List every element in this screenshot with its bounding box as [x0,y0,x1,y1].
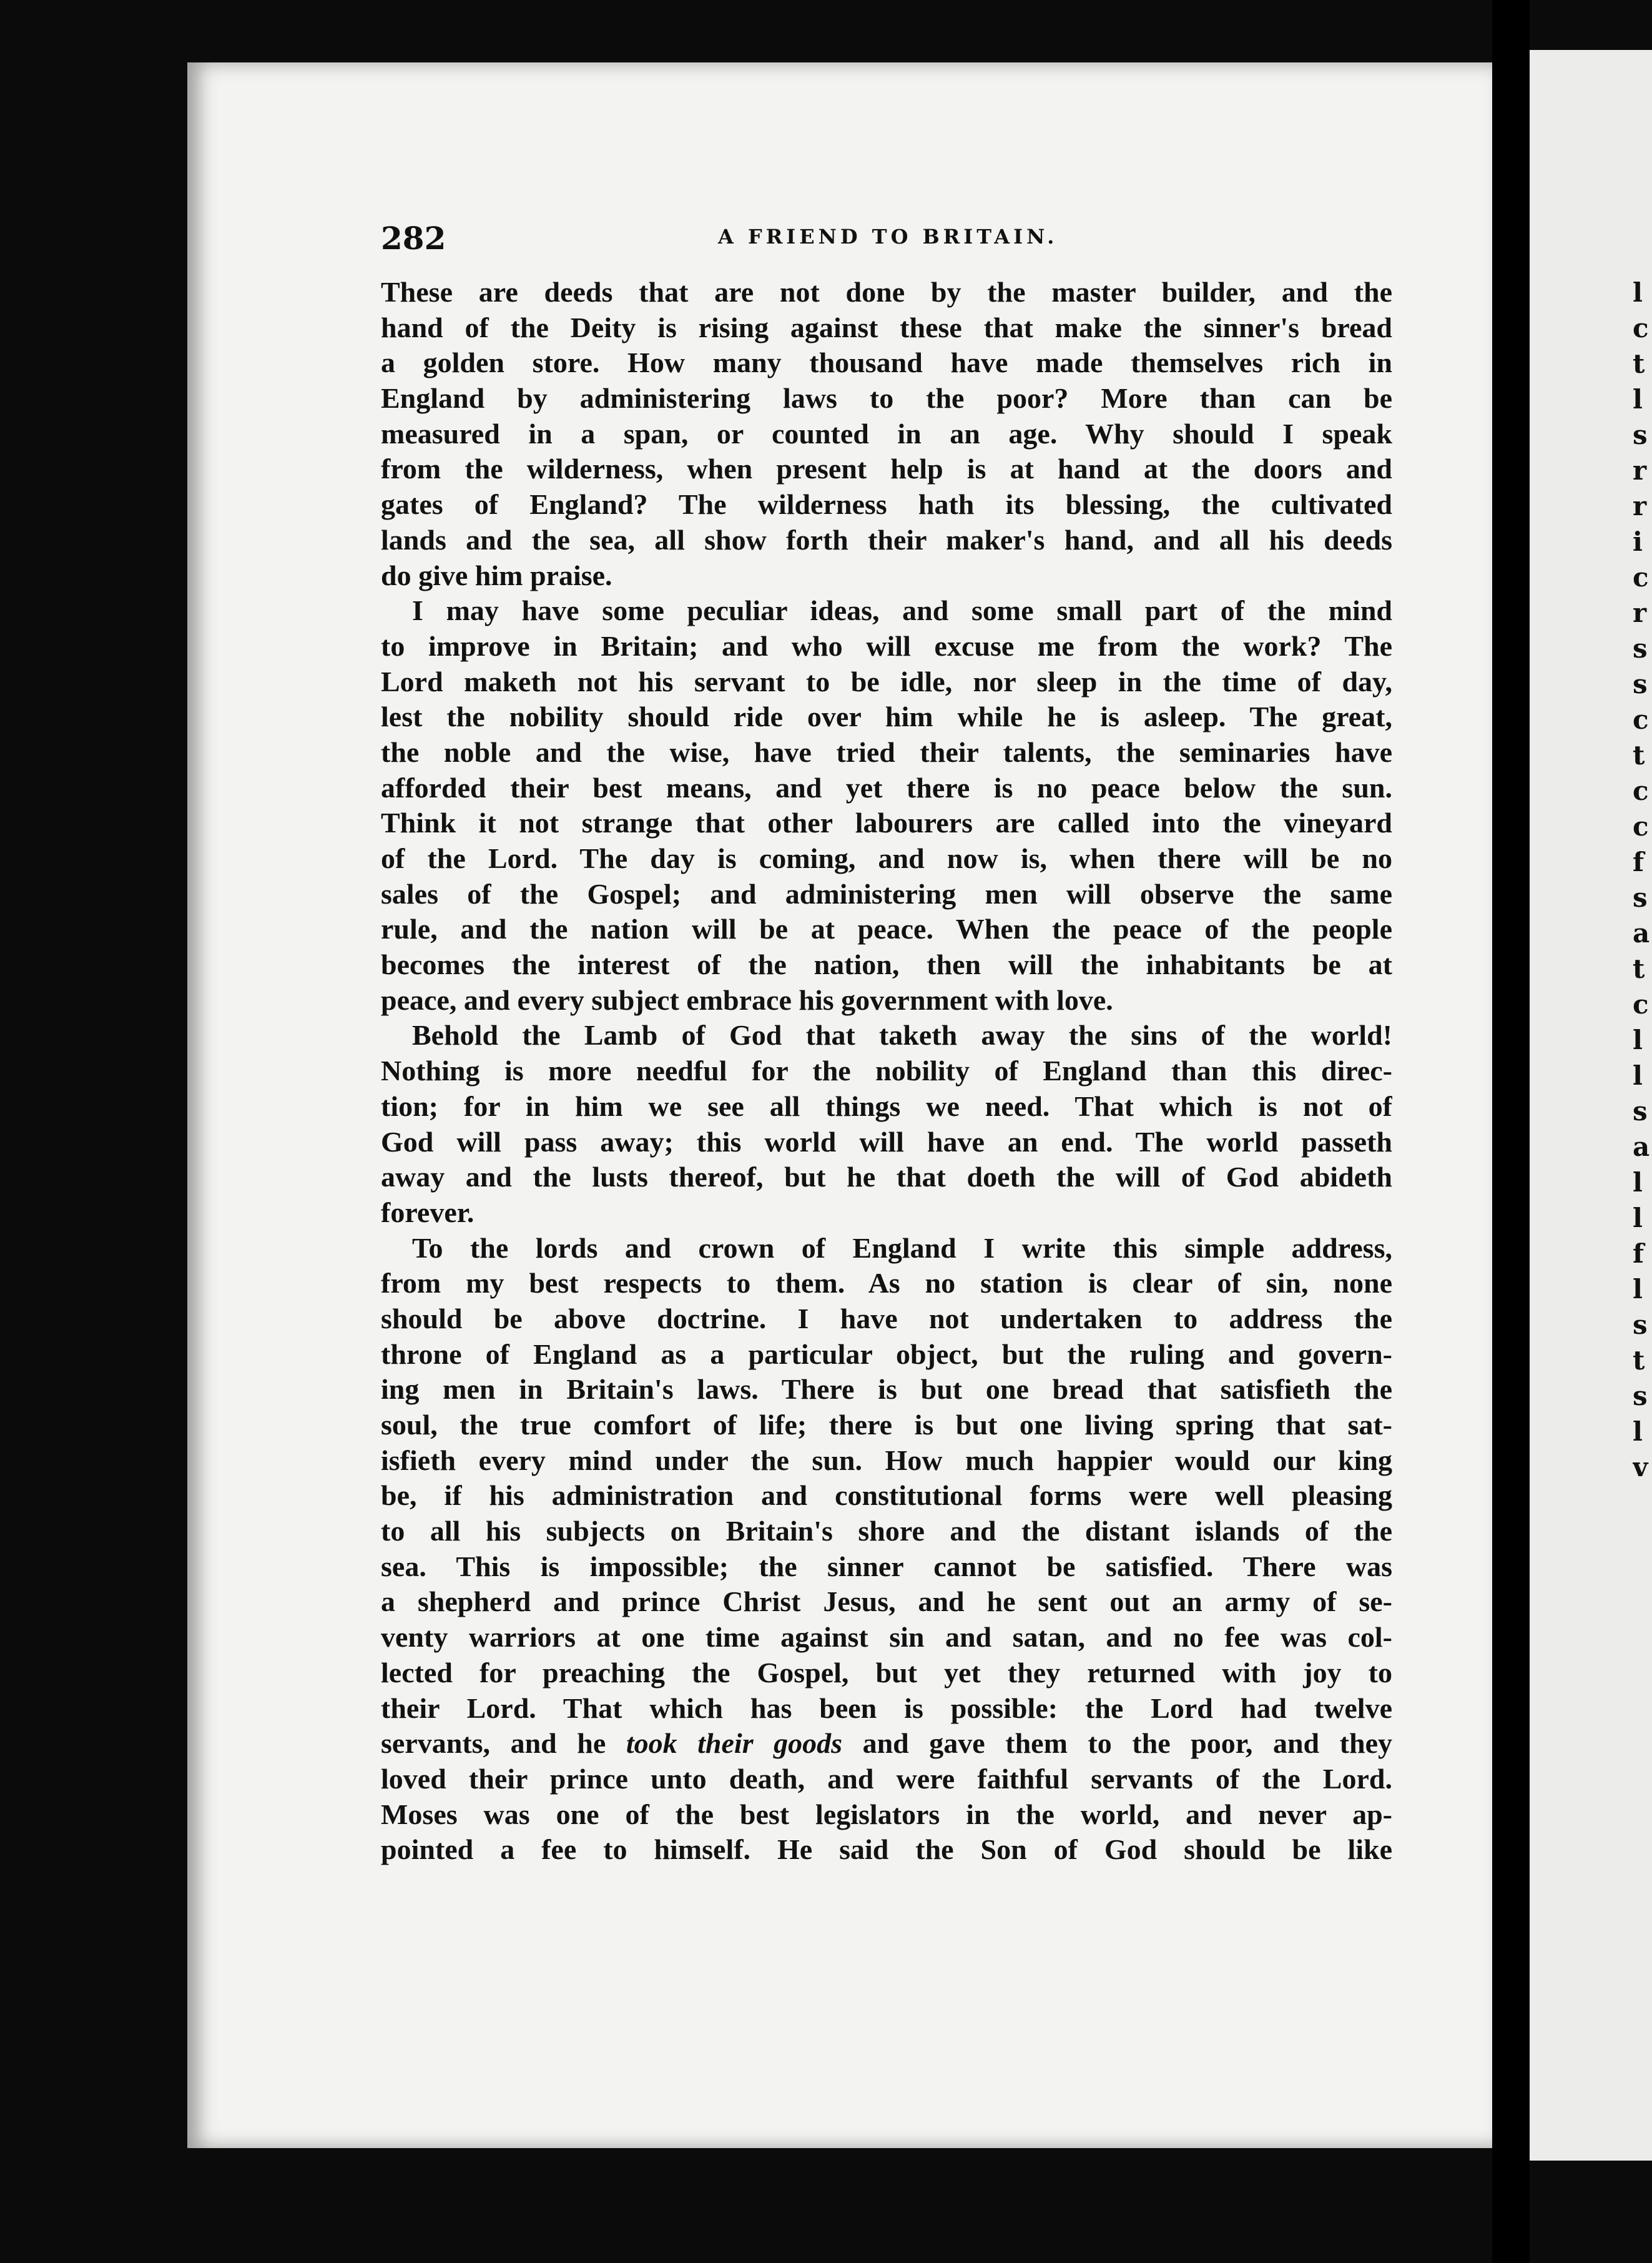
facing-page-letter: s [1633,1096,1648,1127]
text-line: sea. This is impossible; the sinner cannot be satisfied. There was [381,1550,1392,1582]
text-line: rule, and the nation will be at peace. When the peace of the people [381,913,1392,945]
text-line: soul, the true comfort of life; there is but one living spring that sat- [381,1409,1392,1441]
facing-page-letter: t [1633,954,1645,984]
text-line: lected for preaching the Gospel, but yet they returned with joy to [381,1656,1392,1689]
text-line: peace, and every subject embrace his government with love. [381,984,1113,1016]
facing-page-letter: l [1633,1274,1643,1304]
facing-page-letter: l [1633,1060,1643,1091]
text-line: measured in a span, or counted in an age. Why should I speak [381,417,1392,450]
facing-page-letter: a [1633,918,1650,949]
facing-page-letter: t [1633,740,1645,771]
facing-page-letter: l [1633,1167,1643,1198]
text-line: venty warriors at one time against sin and satan, and no fee was col- [381,1621,1392,1654]
text-line: pointed a fee to himself. He said the Son of God should be like [381,1833,1392,1866]
text-line: Think it not strange that other labourers are called into the vineyard [381,807,1392,839]
text-line: lest the nobility should ride over him while he is asleep. The great, [381,701,1392,733]
facing-page-letter: r [1633,491,1647,521]
facing-page-letter: s [1633,420,1648,450]
text-line: God will pass away; this world will have an end. The world passeth [381,1125,1392,1158]
text-line [381,1726,1392,1762]
text-line: from my best respects to them. As no station is clear of sin, none [381,1267,1392,1299]
text-line: I may have some peculiar ideas, and some small part of the mind [412,594,1392,627]
text-line: a golden store. How many thousand have made themselves rich in [381,347,1392,379]
facing-page-letter: f [1633,1238,1645,1269]
text-line: lands and the sea, all show forth their maker's hand, and all his deeds [381,523,1392,556]
text-line: to all his subjects on Britain's shore and the distant islands of the [381,1515,1392,1547]
facing-page-letter: l [1633,277,1643,308]
running-head: A FRIEND TO BRITAIN. [718,225,1058,249]
text-line: away and the lusts thereof, but he that doeth the will of God abideth [381,1161,1392,1193]
facing-page-letter: s [1633,633,1648,664]
facing-page-letter: l [1633,1025,1643,1055]
text-line: from the wilderness, when present help is at hand at the doors and [381,453,1392,485]
facing-page-letter: s [1633,669,1648,699]
text-line: their Lord. That which has been is possible: the Lord had twelve [381,1692,1392,1724]
text-line: afforded their best means, and yet there is no peace below the sun. [381,771,1392,804]
text-line: be, if his administration and constitutional forms were well pleasing [381,1479,1392,1512]
text-line: becomes the interest of the nation, then will the inhabitants be at [381,949,1392,981]
text-line: tion; for in him we see all things we need. That which is not of [381,1090,1392,1122]
page-number: 282 [381,220,446,257]
facing-page-letter: r [1633,598,1647,628]
facing-page-letter: c [1633,562,1649,593]
italic-text: took their goods [626,1727,843,1760]
facing-page-letter: s [1633,1309,1648,1340]
facing-page-letter: i [1633,526,1643,557]
facing-page-letter: s [1633,1381,1648,1411]
facing-page-letter: r [1633,455,1647,486]
text-line: These are deeds that are not done by the master builder, and the [381,276,1392,308]
text-line: sales of the Gospel; and administering men will observe the same [381,877,1392,910]
facing-page-letter: c [1633,811,1649,842]
text-line: loved their prince unto death, and were faithful servants of the Lord. [381,1762,1392,1795]
facing-page-letter: c [1633,704,1649,735]
facing-page-letter: t [1633,348,1645,379]
text-line: Behold the Lamb of God that taketh away the sins of the world! [412,1019,1392,1052]
text-line: ing men in Britain's laws. There is but one bread that satisfieth the [381,1373,1392,1406]
facing-page-letter: s [1633,882,1648,913]
text-line: a shepherd and prince Christ Jesus, and he sent out an army of se- [381,1585,1392,1618]
facing-page-letters [1633,275,1652,1485]
text-line: Lord maketh not his servant to be idle, nor sleep in the time of day, [381,665,1392,698]
facing-page-letter: a [1633,1132,1650,1162]
facing-page-letter: v [1633,1452,1648,1482]
facing-page-letter: l [1633,1203,1643,1233]
facing-page-letter: c [1633,313,1649,343]
text-line: England by administering laws to the poor? More than can be [381,382,1392,415]
text-line: Moses was one of the best legislators in the world, and never ap- [381,1798,1392,1830]
text-line: the noble and the wise, have tried their talents, the seminaries have [381,736,1392,768]
text-line: gates of England? The wilderness hath its blessing, the cultivated [381,488,1392,521]
facing-page-letter: f [1633,847,1645,877]
facing-page-letter: l [1633,384,1643,415]
page-header [381,220,1392,264]
text-line: hand of the Deity is rising against these that make the sinner's bread [381,311,1392,343]
facing-page-letter: t [1633,1345,1645,1376]
facing-page-letter: c [1633,989,1649,1020]
text-span: and gave them to the poor, and they [842,1727,1392,1760]
facing-page-letter: c [1633,776,1649,806]
facing-page-letter: l [1633,1416,1643,1447]
text-line: of the Lord. The day is coming, and now is, when there will be no [381,842,1392,874]
text-line: to improve in Britain; and who will excuse me from the work? The [381,629,1392,662]
text-line: should be above doctrine. I have not undertaken to address the [381,1302,1392,1334]
body-text [381,275,1392,2004]
page-gutter [1492,0,1530,2263]
text-line: do give him praise. [381,559,612,591]
text-line: isfieth every mind under the sun. How much happier would our king [381,1444,1392,1476]
text-line: To the lords and crown of England I write this simple address, [412,1231,1392,1264]
text-line: throne of England as a particular object, but the ruling and govern- [381,1338,1392,1370]
text-line: Nothing is more needful for the nobility of England than this direc- [381,1055,1392,1087]
text-span: servants, and he [381,1727,626,1760]
text-line: forever. [381,1196,474,1228]
